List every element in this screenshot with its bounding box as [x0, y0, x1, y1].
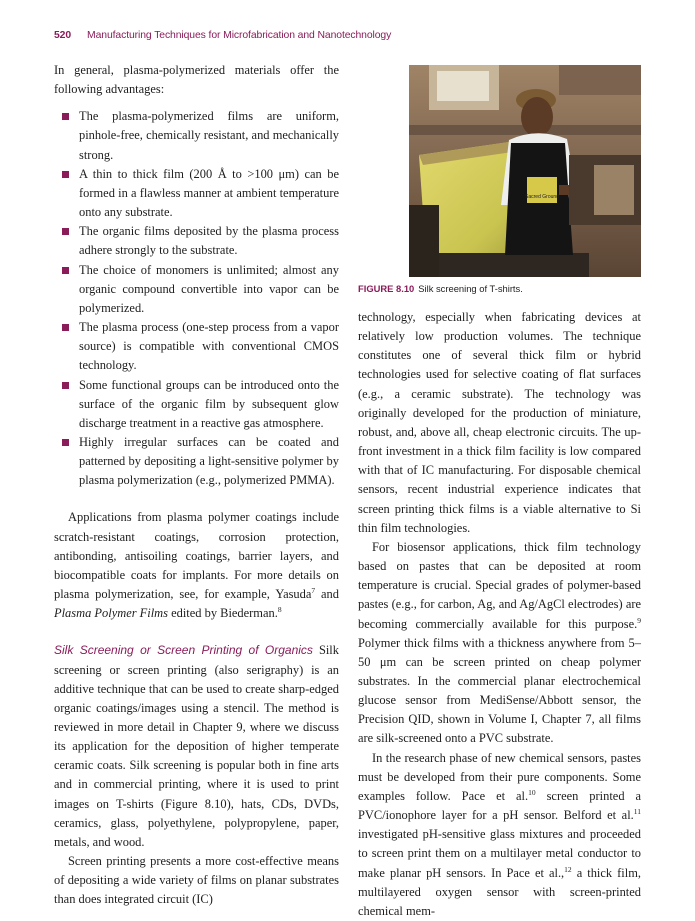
running-title: Manufacturing Techniques for Microfabrication and Nanotechnology — [87, 30, 392, 41]
silk-screening-photo — [409, 65, 641, 277]
running-header — [54, 30, 391, 41]
list-item: Highly irregular surfaces can be coated and patterned by depositing a light-sensitive polymer by plasma polymerization (e.g., polymerized PMMA). — [79, 433, 339, 490]
biosensor-paragraph: For biosensor applications, thick film technology based on pastes that can be deposited at room temperature is crucial. Special grades of polymer-based pastes (e.g., for carbon, Ag, and Ag/AgCl electrodes) are becoming commercially available for this purpose.$^9$ Polymer thick films with a thickness anywhere from 5–50 μm can be screen printed on cheap polymer substrates. In the commercial planar electrochemical glucose sensor from MediSense/Abbott sensor, the Precision QID, shown in Volume I, Chapter 7, all films are silk-screened onto a PVC substrate. — [358, 539, 641, 746]
left-column — [54, 61, 339, 910]
reference-marker: 9 — [637, 615, 641, 625]
right-column — [358, 308, 641, 921]
research-paragraph: In the research phase of new chemical sensors, pastes must be developed from their pure components. Some examples follow. Pace et al.$^{10}$ screen printed a PVC/ionophore layer for a pH sensor. Belford et al.$^{11}$ investigated pH-sensitive glass mixtures and proceeded to screen print them on a multilayer metal conductor to make planar pH sensors. In Pace et al.,$^{12}$ a thick film, multilayered oxygen sensor with screen-printed chemical mem- — [358, 750, 642, 918]
figure-caption-text: Silk screening of T-shirts. — [418, 283, 523, 294]
advantages-list — [54, 107, 339, 490]
silk-screening-paragraph: Silk Screening or Screen Printing of Organics Silk screening or screen printing (also serigraphy) is an additive technique that can be used to create sharp-edged organic coatings/images using a stencil. The method is reviewed in more detail in Chapter 9, where we discuss its application for the deposition of higher temperate ceramic coats. Silk screening is popular both in fine arts and in commercial printing, where it is used to print images on T-shirts (Figure 8.10), hats, CDs, DVDs, ceramics, glass, polyethylene, polypropylene, paper, metals, and wood. — [54, 643, 339, 849]
list-item: The plasma-polymerized films are uniform, pinhole-free, chemically resistant, and mechanically strong. — [79, 107, 339, 164]
applications-paragraph: Applications from plasma polymer coatings include scratch-resistant coatings, corrosion protection, antibonding, antisoiling coatings, barrier layers, and biocompatible coats for implants. For more details on plasma polymerization, see, for example, Yasuda$^7$ and Plasma Polymer Films edited by Biederman.$^8$ — [54, 510, 339, 621]
figure-caption — [358, 283, 523, 294]
screen-printing-paragraph: Screen printing presents a more cost-effective means of depositing a wide variety of films on planar substrates than does integrated circuit (IC) — [54, 854, 339, 907]
reference-marker: 11 — [633, 807, 641, 817]
list-item: Some functional groups can be introduced onto the surface of the organic film by subsequent glow discharge treatment in a reactive gas atmosphere. — [79, 376, 339, 433]
reference-marker: 12 — [564, 864, 572, 874]
reference-marker: 7 — [311, 586, 316, 596]
page-number: 520 — [54, 30, 72, 41]
section-heading: Silk Screening or Screen Printing of Organics — [54, 643, 313, 658]
figure-photo — [409, 65, 641, 277]
intro-paragraph: In general, plasma-polymerized materials offer the following advantages: — [54, 63, 339, 97]
reference-marker: 8 — [277, 605, 282, 615]
list-item: The plasma process (one-step process from a vapor source) is compatible with conventional CMOS technology. — [79, 318, 339, 375]
list-item: The organic films deposited by the plasma process adhere strongly to the substrate. — [79, 222, 339, 260]
apron-print: Sacred Ground — [525, 194, 559, 200]
reference-marker: 10 — [528, 787, 536, 797]
book-title: Plasma Polymer Films — [54, 606, 168, 621]
list-item: The choice of monomers is unlimited; almost any organic compound convertible into vapor can be polymerized. — [79, 261, 339, 318]
thick-film-paragraph: technology, especially when fabricating devices at relatively low production volumes. The technique constitutes one of several thick film or hybrid technologies used for selective coating of flat surfaces (e.g., a ceramic substrate). The technology was originally developed for the production of miniature, robust, and, above all, cheap electronic circuits. The up-front investment in a thick film facility is low compared with that of IC manufacturing. For disposable chemical sensors, recent industrial experience indicates that screen printing thick films is a viable alternative to Si thin film technologies. — [358, 310, 641, 535]
figure-label: FIGURE 8.10 — [358, 283, 415, 294]
list-item: A thin to thick film (200 Å to >100 μm) can be formed in a flawless manner at ambient temperature onto any substrate. — [79, 165, 339, 222]
